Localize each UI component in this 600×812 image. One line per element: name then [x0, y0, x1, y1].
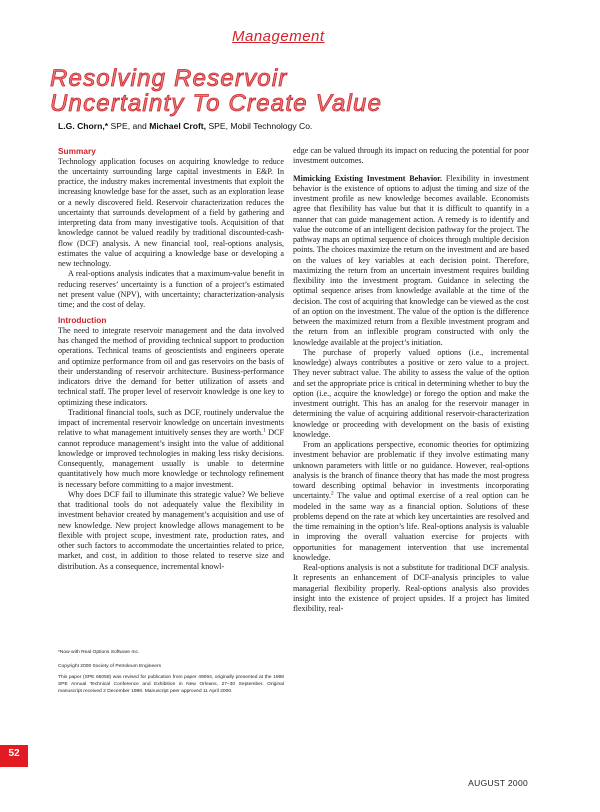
left-column — [58, 146, 284, 572]
options-paragraph: The purchase of properly valued options (i.e., incremental knowledge) always contributes a positive or zero value to a project. They never subtract value. The ability to assess the value of the option and set the appropriate price is critical in determining whether to buy the option (i.e., acquire the knowledge) or forego the option and make the investment outright. This has an analog for the reservoir manager in determining the value of acquiring additional reservoir-characterization knowledge or proceeding with development on the basis of existing knowledge. — [293, 347, 529, 439]
title-line-1: Resolving Reservoir — [50, 65, 288, 92]
intro-paragraph-2-text-b: DCF cannot reproduce management’s insight into the value of additional knowledge or improved technologies in making less risky decisions. Consequently, management usually is unable to determine quantitatively how much more knowledge or technology refinement is necessary before committing to a major investment. — [58, 428, 284, 489]
issue-date: AUGUST 2000 — [468, 778, 528, 788]
author-1: L.G. Chorn,* — [58, 121, 109, 131]
mimic-paragraph — [293, 174, 529, 348]
footnote-copyright: Copyright 2000 Society of Petroleum Engineers — [58, 664, 162, 669]
page-number: 52 — [8, 748, 20, 759]
applications-text-b: The value and optimal exercise of a real option can be modeled in the same way as a financial option. Solutions of these problems depend on the rate at which key uncertainties are resolved and the time remaining in the option’s life. Real-options analysis is valuable in improving the overall valuation exercise for projects with opportunities for management intervention that use incremental knowledge. — [293, 491, 529, 562]
continued-paragraph: edge can be valued through its impact on reducing the potential for poor investment outcomes. — [293, 146, 529, 166]
summary-heading: Summary — [58, 146, 96, 156]
real-options-paragraph: Real-options analysis is not a substitute for traditional DCF analysis. It represents an enhancement of DCF-analysis principles to value managerial flexibility properly. Real-options analysis also provides insight into the existence of project upsides. If a project has limited flexibility, real- — [293, 563, 529, 613]
author-2-affiliation: SPE, Mobil Technology Co. — [206, 121, 313, 131]
introduction-heading: Introduction — [58, 315, 107, 326]
right-column — [293, 146, 529, 614]
section-tag: Management — [232, 28, 325, 45]
applications-text-a: From an applications perspective, economic theories for optimizing investment behavior are problematic if they involve estimating many unknown parameters with little or no guidance. However, real-options analysis is the branch of finance theory that has made the most progress toward describing optimal behavior in investments incorporating uncertainty. — [293, 440, 529, 501]
intro-paragraph-3: Why does DCF fail to illuminate this strategic value? We believe that traditional tools do not adequately value the flexibility in investment behavior created by management’s acquisition and use of new knowledge. New project knowledge allows management to be flexible with project scope, investment rate, production rates, and other such factors to accommodate the uncertainties related to price, market, and cost, in addition to those related to reserve size and distribution. As a consequence, incremental knowl- — [58, 489, 284, 571]
intro-paragraph-2 — [58, 408, 284, 490]
reference-2: 2 — [330, 490, 334, 497]
reference-1: 1 — [263, 427, 266, 434]
summary-paragraph-2: A real-options analysis indicates that a maximum-value benefit in reducing reserves’ uncertainty is a function of a project’s estimated net present value (NPV), with uncertainty; characterization-analysis time; and the cost of delay. — [58, 269, 284, 309]
footnotes — [58, 649, 284, 702]
author-line — [58, 121, 312, 131]
summary-paragraph-1: Technology application focuses on acquiring knowledge to reduce the uncertainty surrounding large capital investments in E&P. In practice, the industry makes incremental investments that exploit the increasing knowledge base for the asset, such as an exploration lease or a newly discovered field. Reservoir characterization reduces the uncertainty that surrounds development of a field by gathering and interpreting data from many investigative tools. Acquisition of that knowledge cannot be valued readily by traditional discounted-cash-flow (DCF) analysis. A new financial tool, real-options analysis, estimates the value of acquiring a knowledge base or developing a new technology. — [58, 156, 284, 268]
title-line-2: Uncertainty To Create Value — [50, 90, 383, 117]
mimic-heading: Mimicking Existing Investment Behavior. — [293, 173, 442, 183]
author-1-affiliation: SPE, and — [108, 121, 150, 131]
footnote-publication: This paper (SPE 65058) was revised for publication from paper 49094, originally presented at the 1998 SPE Annual Technical Conference and Exhibition in New Orleans, 27–30 September. Original manuscript received 2 December 1998. Manuscript peer approved 11 April 2000. — [58, 675, 284, 694]
footnote-affiliation: *Now with Real Options Software Inc. — [58, 650, 140, 655]
intro-paragraph-2-text-a: Traditional financial tools, such as DCF, routinely undervalue the impact of incremental reservoir knowledge on uncertain investments relative to what management intuitively senses they are worth. — [58, 407, 284, 438]
mimic-paragraph-text: Flexibility in investment behavior is the existence of options to adjust the timing and size of the investment profile as new knowledge becomes available. Economists agree that flexibility has value but that it is difficult to quantify in a manner that can guide management action. A remedy is to identify and value the outcome of an intelligent decision pathway for the project. The pathway maps an optimal sequence of choices through multiple decision points. The choices maximize the return on the investment and are based on the values of key variables at each decision point. Therefore, maximizing the return from an uncertain investment requires building flexibility into the investment program. Guidance in selecting the optimal sequence arises from knowledge available at the time of the decision. The cost of acquiring that knowledge can be viewed as the cost of an option on the investment. The value of the option is the difference between the maximized return from a flexible investment program and the return from an inflexible program constructed with only the knowledge available at the project’s initiation. — [293, 173, 529, 347]
intro-paragraph-1: The need to integrate reservoir management and the data involved has changed the method of providing technical support to production operations. Technical teams of geoscientists and engineers operate and optimize performance from oil and gas reservoirs on the basis of their understanding of reservoir architecture. Business-performance indicators drive the demand for better utilization of assets and technical staff. The proper level of reservoir knowledge is one key to optimizing these indicators. — [58, 325, 284, 407]
applications-paragraph — [293, 440, 529, 563]
author-2: Michael Croft, — [149, 121, 207, 131]
article-title — [50, 66, 570, 116]
